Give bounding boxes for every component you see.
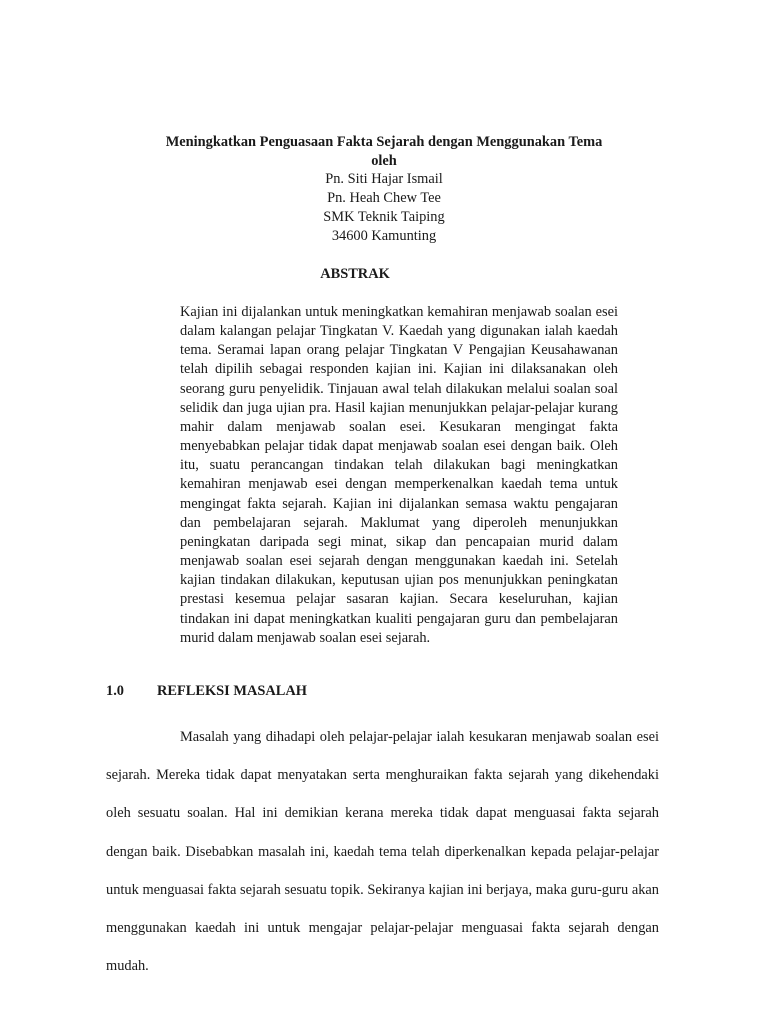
- paper-title: [100, 133, 668, 171]
- author-line: SMK Teknik Taiping: [323, 209, 445, 225]
- section-heading: [106, 682, 307, 701]
- author-line: 34600 Kamunting: [331, 228, 437, 244]
- section-body: Masalah yang dihadapi oleh pelajar-pelajar ialah kesukaran menjawab soalan esei sejarah. Mereka tidak dapat menyatakan serta menghuraikan fakta sejarah yang dikehendaki oleh sesuatu soalan. Hal ini demikian kerana mereka tidak dapat menguasai fakta sejarah dengan baik. Disebabkan masalah ini, kaedah tema telah diperkenalkan kepada pelajar-pelajar untuk menguasai fakta sejarah sesuatu topik. Sekiranya kajian ini berjaya, maka guru-guru akan menggunakan kaedah ini untuk mengajar pelajar-pelajar menguasai fakta sejarah dengan mudah.: [106, 729, 659, 975]
- title-line-1: Meningkatkan Penguasaan Fakta Sejarah dengan Menggunakan Tema: [165, 134, 603, 150]
- abstract-heading: ABSTRAK: [320, 266, 390, 282]
- abstract-body: Kajian ini dijalankan untuk meningkatkan kemahiran menjawab soalan esei dalam kalangan pelajar Tingkatan V. Kaedah yang digunakan ialah kaedah tema. Seramai lapan orang pelajar Tingkatan V Pengajian Keusahawanan telah dipilih sebagai responden kajian ini. Kajian ini dilaksanakan oleh seorang guru penyelidik. Tinjauan awal telah dilakukan melalui soalan soal selidik dan juga ujian pra. Hasil kajian menunjukkan pelajar-pelajar kurang mahir dalam menjawab soalan esei. Kesukaran mengingat fakta menyebabkan pelajar tidak dapat menjawab soalan esei dengan baik. Oleh itu, suatu perancangan tindakan telah dilakukan bagi meningkatkan kemahiran menjawab esei dengan memperkenalkan kaedah tema untuk mengingat fakta sejarah. Kajian ini dijalankan semasa waktu pengajaran dan pembelajaran sejarah. Maklumat yang diperoleh menunjukkan peningkatan daripada segi minat, sikap dan pencapaian murid dalam menjawab soalan esei sejarah dengan menggunakan kaedah ini. Setelah kajian tindakan dilakukan, keputusan ujian pos menunjukkan peningkatan prestasi kesemua pelajar sasaran kajian. Secara keseluruhan, kajian tindakan ini dapat meningkatkan kualiti pengajaran guru dan pembelajaran murid dalam menjawab soalan esei sejarah.: [180, 304, 618, 646]
- author-line: Pn. Heah Chew Tee: [327, 190, 441, 206]
- section-title: REFLEKSI MASALAH: [157, 683, 307, 699]
- title-line-2: oleh: [371, 153, 397, 169]
- author-block: [100, 170, 668, 246]
- author-line: Pn. Siti Hajar Ismail: [325, 171, 443, 187]
- section-number: 1.0: [106, 683, 124, 699]
